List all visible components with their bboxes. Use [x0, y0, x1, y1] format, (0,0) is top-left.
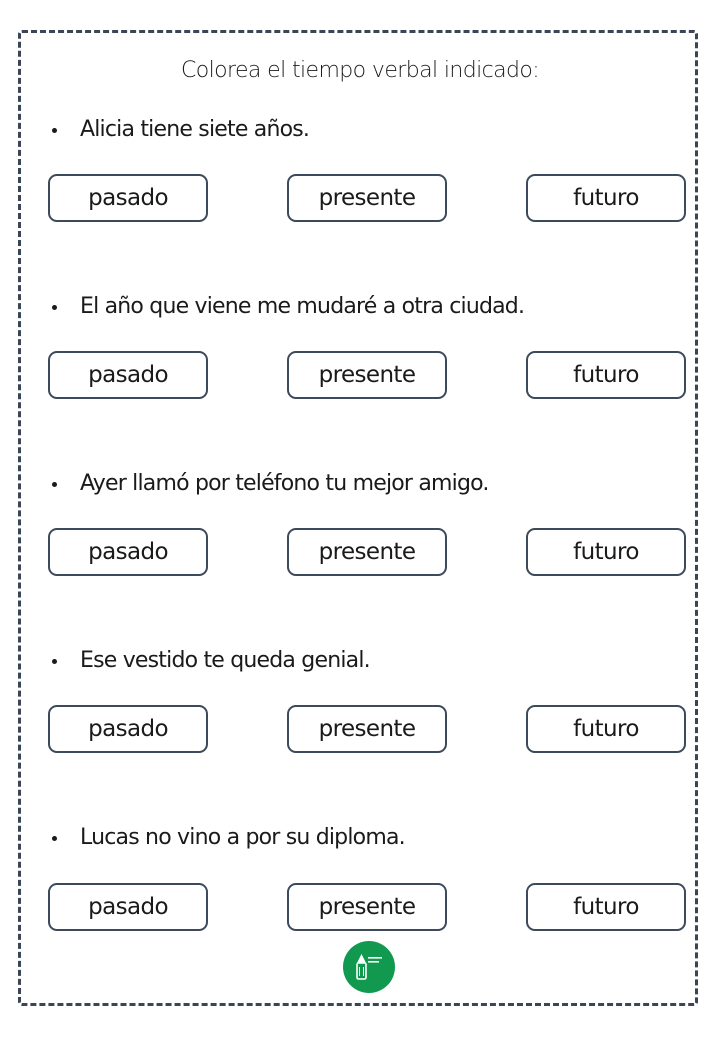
options-row-4: [48, 705, 688, 757]
question-sentence: Lucas no vino a por su diploma.: [80, 825, 405, 850]
question-5: [52, 825, 672, 857]
bullet-icon: [52, 128, 57, 133]
option-futuro[interactable]: futuro: [526, 705, 686, 753]
question-sentence: El año que viene me mudaré a otra ciudad.: [80, 294, 525, 319]
question-2: [52, 294, 672, 326]
option-pasado[interactable]: pasado: [48, 351, 208, 399]
worksheet-title: Colorea el tiempo verbal indicado:: [180, 58, 540, 83]
option-futuro[interactable]: futuro: [526, 174, 686, 222]
options-row-2: [48, 351, 688, 403]
options-row-3: [48, 528, 688, 580]
bullet-icon: [52, 659, 57, 664]
option-futuro[interactable]: futuro: [526, 883, 686, 931]
options-row-5: [48, 883, 688, 935]
pencil-logo-icon: [343, 941, 395, 993]
bullet-icon: [52, 836, 57, 841]
question-4: [52, 648, 672, 680]
option-presente[interactable]: presente: [287, 351, 447, 399]
option-pasado[interactable]: pasado: [48, 705, 208, 753]
question-3: [52, 471, 672, 503]
bullet-icon: [52, 482, 57, 487]
option-pasado[interactable]: pasado: [48, 528, 208, 576]
option-presente[interactable]: presente: [287, 174, 447, 222]
option-pasado[interactable]: pasado: [48, 883, 208, 931]
option-presente[interactable]: presente: [287, 528, 447, 576]
option-presente[interactable]: presente: [287, 883, 447, 931]
option-futuro[interactable]: futuro: [526, 351, 686, 399]
question-1: [52, 117, 672, 149]
bullet-icon: [52, 305, 57, 310]
option-futuro[interactable]: futuro: [526, 528, 686, 576]
question-sentence: Alicia tiene siete años.: [80, 117, 310, 142]
option-pasado[interactable]: pasado: [48, 174, 208, 222]
question-sentence: Ese vestido te queda genial.: [80, 648, 370, 673]
question-sentence: Ayer llamó por teléfono tu mejor amigo.: [80, 471, 489, 496]
options-row-1: [48, 174, 688, 226]
option-presente[interactable]: presente: [287, 705, 447, 753]
